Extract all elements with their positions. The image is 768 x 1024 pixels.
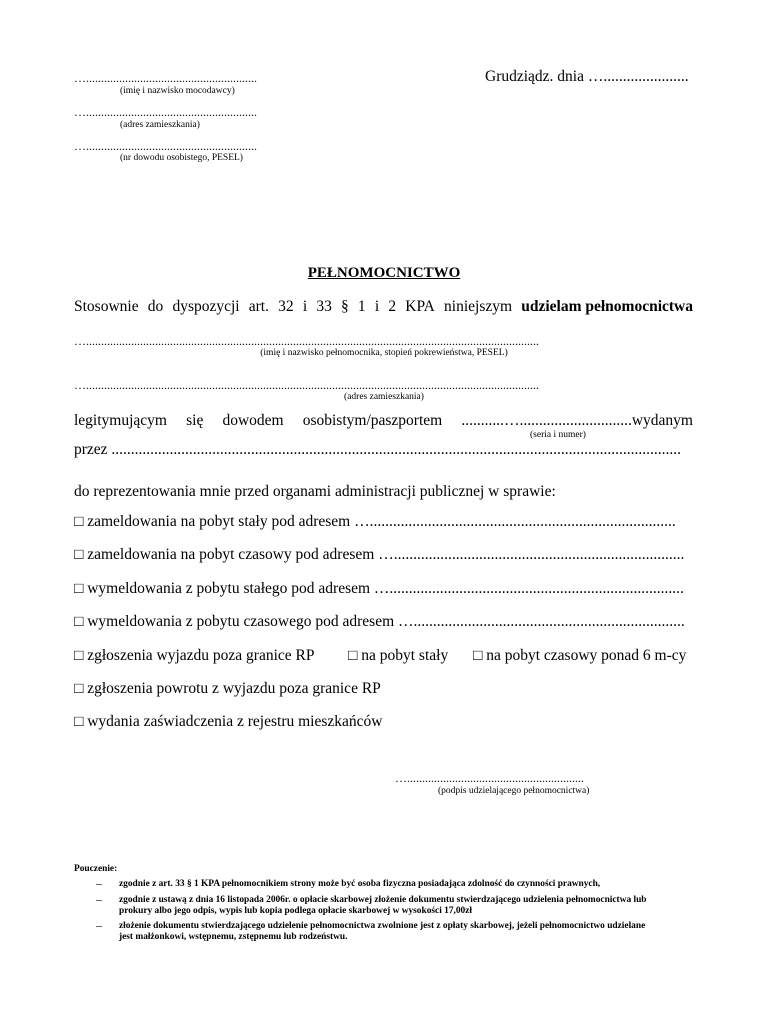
- id-number-field[interactable]: ...........….............................wydanym: [461, 412, 693, 429]
- attorney-details-caption: (imię i nazwisko pełnomocnika, stopień pokrewieństwa, PESEL): [260, 348, 508, 358]
- signature-field[interactable]: …...........................................................: [395, 771, 584, 785]
- option-permanent-registration[interactable]: □ zameldowania na pobyt stały pod adresem …...............................................................................: [74, 513, 676, 530]
- intro-word: i: [302, 298, 308, 315]
- intro-word: 32: [278, 298, 294, 315]
- intro-word: 2: [388, 298, 397, 315]
- issued-by-field[interactable]: przez ...................................................................................................................................................: [74, 441, 682, 458]
- id-word: osobistym/paszportem: [302, 412, 443, 429]
- intro-word: i: [374, 298, 380, 315]
- id-document-line: [74, 412, 693, 430]
- intro-word: niniejszym: [444, 298, 513, 315]
- notice-bullet: –: [96, 876, 102, 890]
- signature-caption: (podpis udzielającego pełnomocnictwa): [438, 786, 590, 796]
- principal-address-field[interactable]: ….........................................................: [74, 105, 257, 119]
- principal-id-caption: (nr dowodu osobistego, PESEL): [120, 153, 243, 163]
- intro-word: art.: [248, 298, 269, 315]
- notice-item: zgodnie z ustawą z dnia 16 listopada 2006r. o opłacie skarbowej złożenie dokumentu stwierdzającego udzielenia pełnomocnictwa lub: [119, 895, 647, 905]
- attorney-address-field[interactable]: ….......................................................................................................................................................: [74, 378, 539, 392]
- id-number-caption: (seria i numer): [530, 430, 586, 440]
- principal-name-caption: (imię i nazwisko mocodawcy): [120, 86, 235, 96]
- document-title: PEŁNOMOCNICTWO: [307, 265, 461, 281]
- principal-id-field[interactable]: ….........................................................: [74, 139, 257, 153]
- intro-word: 1: [357, 298, 366, 315]
- attorney-details-field[interactable]: ….......................................................................................................................................................: [74, 334, 539, 348]
- intro-word: dyspozycji: [172, 298, 240, 315]
- option-departure-abroad[interactable]: □ zgłoszenia wyjazdu poza granice RP: [74, 647, 315, 664]
- id-word: się: [186, 412, 204, 429]
- option-residents-register-certificate[interactable]: □ wydania zaświadczenia z rejestru mieszkańców: [74, 713, 383, 730]
- principal-name-field[interactable]: ….........................................................: [74, 71, 257, 85]
- notice-bullet: –: [96, 918, 102, 932]
- option-return-from-abroad[interactable]: □ zgłoszenia powrotu z wyjazdu poza granice RP: [74, 680, 381, 697]
- notice-item-continued: jest małżonkowi, wstępnemu, zstępnemu lub rodzeństwu.: [119, 932, 348, 942]
- id-word: dowodem: [222, 412, 284, 429]
- attorney-address-caption: (adres zamieszkania): [344, 392, 424, 402]
- notice-item: zgodnie z art. 33 § 1 KPA pełnomocnikiem strony może być osoba fizyczna posiadająca zdolność do czynności prawnych,: [119, 879, 601, 889]
- notice-item-continued: prokury albo jego odpis, wypis lub kopia podlega opłacie skarbowej w wysokości 17,00zł: [119, 906, 473, 916]
- notice-heading: Pouczenie:: [74, 864, 118, 874]
- intro-grant-phrase: udzielam pełnomocnictwa: [521, 298, 693, 315]
- option-temporary-deregistration[interactable]: □ wymeldowania z pobytu czasowego pod adresem …......................................................................: [74, 613, 685, 630]
- purpose-intro: do reprezentowania mnie przed organami administracji publicznej w sprawie:: [74, 483, 556, 500]
- intro-sentence: [74, 298, 693, 316]
- id-word: legitymującym: [74, 412, 167, 429]
- option-temporary-registration[interactable]: □ zameldowania na pobyt czasowy pod adresem …...........................................................................: [74, 546, 685, 563]
- option-permanent-deregistration[interactable]: □ wymeldowania z pobytu stałego pod adresem …............................................................................: [74, 580, 684, 597]
- intro-word: 33: [316, 298, 332, 315]
- option-departure-permanent[interactable]: □ na pobyt stały: [348, 647, 449, 664]
- notice-bullet: –: [96, 892, 102, 906]
- intro-word: Stosownie: [74, 298, 139, 315]
- intro-word: §: [341, 298, 349, 315]
- option-departure-temporary[interactable]: □ na pobyt czasowy ponad 6 m-cy: [473, 647, 687, 664]
- principal-address-caption: (adres zamieszkania): [120, 120, 200, 130]
- place-date-field[interactable]: Grudziądz. dnia …......................: [485, 68, 689, 85]
- intro-word: KPA: [405, 298, 435, 315]
- intro-word: do: [147, 298, 164, 315]
- notice-item: złożenie dokumentu stwierdzającego udzielenie pełnomocnictwa zwolnione jest z opłaty skarbowej, jeżeli pełnomocnictwo udzielane: [119, 921, 646, 931]
